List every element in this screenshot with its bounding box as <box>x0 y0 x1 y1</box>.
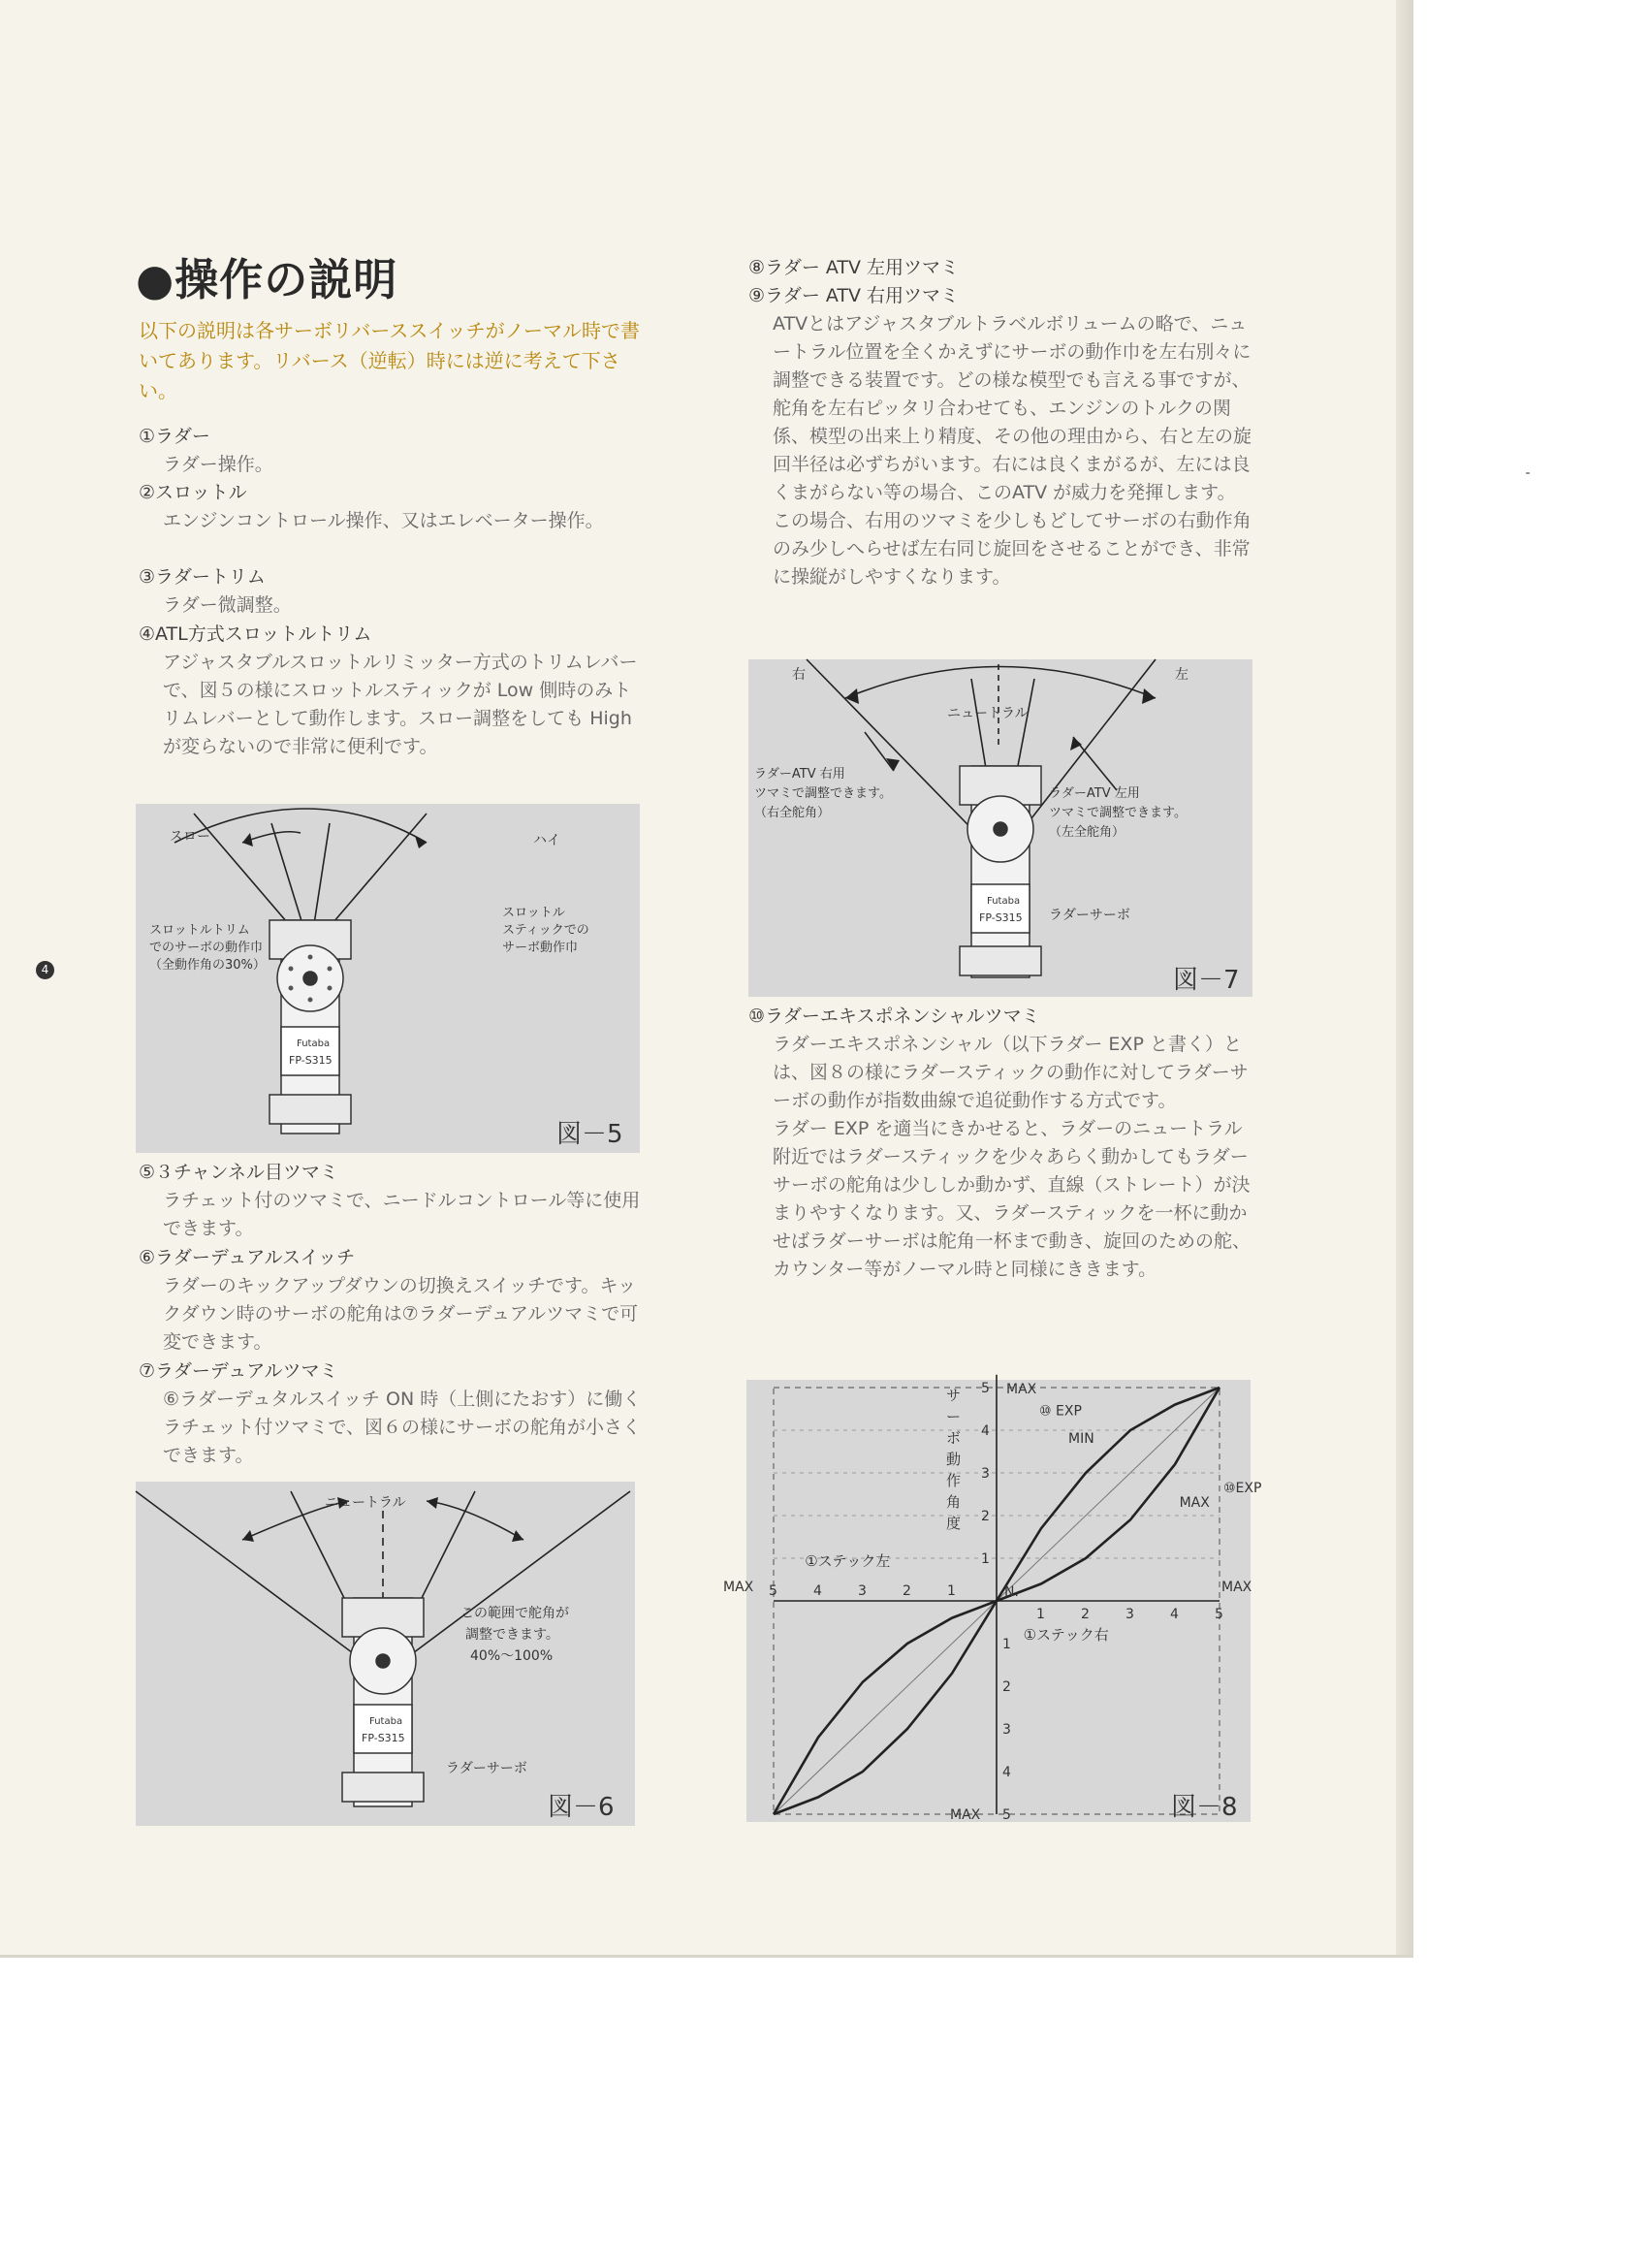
y-tick-down: 5 <box>1002 1807 1011 1823</box>
fig6-servo-label: ラダーサーボ <box>446 1761 527 1776</box>
item-rudder-exp <box>748 1003 1252 1284</box>
y-axis-label-char: 作 <box>946 1472 962 1490</box>
y-tick-down: 4 <box>1002 1765 1011 1780</box>
x-tick-right: 1 <box>1036 1607 1045 1622</box>
fig7-left-note-2: ツマミで調整できます。 <box>1049 806 1187 820</box>
fig6-note-line-1: この範囲で舵角が <box>460 1606 569 1621</box>
y-tick-up: 1 <box>981 1551 990 1567</box>
item-body: ATVとはアジャスタブルトラベルボリュームの略で、ニュートラル位置を全くかえずにサーボの動作巾を左右別々に調整できる装置です。どの様な模型でも言える事ですが、舵角を左右ピッタリ合わせても、エンジンのトルクの関係、模型の出来上り精度、その他の理由から、右と左の旋回半径は必ずちがいます。右には良くまがるが、左には良くまがらない等の場合、このATV が威力を発揮します。この場合、右用のツマミを少しもどしてサーボの右動作角のみ少しへらせば左右同じ旋回をさせることができ、非常に操縦がしやすくなります。 <box>773 313 1252 588</box>
item-rudder-trim <box>139 563 648 620</box>
page-number: 4 <box>36 961 54 979</box>
item-throttle <box>139 479 648 535</box>
item-title: ⑩ラダーエキスポネンシャルツマミ <box>748 1006 1040 1027</box>
exp-right-label: ⑩EXP <box>1223 1480 1262 1496</box>
fig7-label: 図－7 <box>1173 966 1240 995</box>
section-heading: ●操作の説明 <box>136 254 398 305</box>
item-body: エンジンコントロール操作、又はエレベーター操作。 <box>163 510 604 531</box>
x-max-left-label: MAX <box>723 1580 754 1595</box>
fig7-servo-label: ラダーサーボ <box>1049 908 1130 923</box>
item-atl-trim <box>139 621 648 761</box>
fig7-left-note-3: （左全舵角） <box>1049 825 1125 840</box>
figure-5 <box>136 804 640 1153</box>
fig5-stick-line-3: サーボ動作巾 <box>502 941 579 955</box>
y-tick-up: 2 <box>981 1509 990 1524</box>
stick-right-label: ①ステック右 <box>1023 1626 1109 1644</box>
y-tick-up: 5 <box>981 1381 990 1396</box>
fig6-note-line-2: 調整できます。 <box>465 1627 559 1643</box>
item-body: ラダー微調整。 <box>163 594 292 616</box>
fig5-stick-line-1: スロットル <box>502 906 565 920</box>
fig6-neutral-label: ニュートラル <box>325 1495 406 1511</box>
item-title: ③ラダートリム <box>139 566 266 588</box>
fig5-trim-line-1: スロットルトリム <box>149 923 250 938</box>
figure-8 <box>723 1380 1262 1823</box>
x-tick-right: 2 <box>1081 1607 1090 1622</box>
figure-6 <box>136 1482 635 1826</box>
item-body: ラダー操作。 <box>163 454 273 475</box>
fig5-high-label: ハイ <box>533 833 560 848</box>
min-label: MIN <box>1068 1431 1094 1448</box>
item-title: ④ATL方式スロットルトリム <box>139 623 372 645</box>
figure-7 <box>748 659 1252 997</box>
fig5-stick-line-2: スティックでの <box>502 923 589 938</box>
fig7-brand: Futaba <box>987 896 1021 907</box>
fig5-trim-line-3: （全動作角の30%） <box>149 958 266 973</box>
y-axis-label-char: 度 <box>946 1515 962 1533</box>
fig6-note-line-3: 40%～100% <box>470 1648 554 1664</box>
item-body: ラダーエキスポネンシャル（以下ラダー EXP と書く）とは、図８の様にラダースティックの動作に対してラダーサーボの動作が指数曲線で追従動作する方式です。 <box>773 1034 1249 1111</box>
item-title: ⑧ラダー ATV 左用ツマミ <box>748 257 960 278</box>
item-rudder-dual-switch <box>139 1244 648 1357</box>
item-body: ⑥ラダーデュタルスイッチ ON 時（上側にたおす）に働くラチェット付ツマミで、図６の様にサーボの舵角が小さくできます。 <box>163 1389 642 1466</box>
item-title: ②スロットル <box>139 482 247 503</box>
y-axis-label-char: ー <box>946 1408 962 1426</box>
item-title: ⑥ラダーデュアルスイッチ <box>139 1247 356 1268</box>
y-axis-label-char: 動 <box>946 1451 962 1469</box>
item-title: ⑨ラダー ATV 右用ツマミ <box>748 285 960 306</box>
exp-curve-max-label: MAX <box>1179 1495 1210 1512</box>
item-3rd-channel <box>139 1159 648 1243</box>
intro-text: 以下の説明は各サーボリバーススイッチがノーマル時で書いてあります。リバース（逆転）時には逆に考えて下さい。 <box>139 319 640 402</box>
item-title: ①ラダー <box>139 426 210 447</box>
y-max-top-label: MAX <box>1006 1382 1037 1397</box>
y-axis-label-char: 角 <box>946 1493 962 1512</box>
y-tick-down: 1 <box>1002 1637 1011 1652</box>
page-bottom-edge <box>0 1955 1413 1958</box>
y-max-bottom-label: MAX <box>950 1807 981 1823</box>
item-body: ラダーのキックアップダウンの切換えスイッチです。キックダウン時のサーボの舵角は⑦ラダーデュアルツマミで可変できます。 <box>163 1275 639 1353</box>
fig7-right-note-3: （右全舵角） <box>754 806 831 820</box>
fig7-right-label: 右 <box>792 667 806 683</box>
stick-left-label: ①ステック左 <box>805 1552 891 1570</box>
fig5-label: 図－5 <box>556 1120 623 1149</box>
y-tick-up: 4 <box>981 1423 990 1439</box>
fig6-label: 図－6 <box>548 1793 615 1822</box>
item-title: ⑤３チャンネル目ツマミ <box>139 1162 338 1183</box>
fig5-brand: Futaba <box>297 1038 331 1049</box>
x-max-right-label: MAX <box>1221 1580 1252 1595</box>
fig5-trim-line-2: でのサーボの動作巾 <box>149 941 264 955</box>
fig7-right-note-1: ラダーATV 右用 <box>754 767 845 782</box>
fig5-slow-label: スロー <box>170 829 210 845</box>
x-tick-left: 3 <box>858 1583 867 1599</box>
page-edge <box>1396 0 1413 1957</box>
x-tick-right: 3 <box>1125 1607 1134 1622</box>
fig7-left-label: 左 <box>1175 667 1188 683</box>
item-title: ⑦ラダーデュアルツマミ <box>139 1360 338 1382</box>
fig6-model: FP-S315 <box>362 1732 405 1744</box>
x-tick-right: 5 <box>1215 1607 1223 1622</box>
x-tick-right: 4 <box>1170 1607 1179 1622</box>
item-atv-left <box>748 254 1252 282</box>
item-atv-right <box>748 282 1252 591</box>
item-rudder <box>139 423 648 479</box>
y-tick-up: 3 <box>981 1466 990 1482</box>
y-axis-label-char: サ <box>946 1387 962 1405</box>
x-tick-left: 1 <box>947 1583 956 1599</box>
item-body: ラチェット付のツマミで、ニードルコントロール等に使用できます。 <box>163 1190 641 1239</box>
item-rudder-dual-knob <box>139 1358 648 1470</box>
y-tick-down: 3 <box>1002 1722 1011 1738</box>
x-tick-left: 5 <box>769 1583 777 1599</box>
x-tick-left: 2 <box>903 1583 911 1599</box>
exp-top-label: ⑩ EXP <box>1039 1403 1082 1420</box>
item-body: アジャスタブルスロットルリミッター方式のトリムレバーで、図５の様にスロットルスティックが Low 側時のみトリムレバーとして動作します。スロー調整をしても High が変らないので非常に便利です。 <box>163 652 638 757</box>
item-body-2: ラダー EXP を適当にきかせると、ラダーのニュートラル附近ではラダースティックを少々あらく動かしてもラダーサーボの舵角は少ししか動かず、直線（ストレート）が決まりやすくなります。又、ラダースティックを一杯に動かせばラダーサーボは舵角一杯まで動き、旋回のための舵、カウンター等がノーマル時と同様にききます。 <box>773 1118 1252 1280</box>
fig5-model: FP-S315 <box>289 1054 333 1067</box>
y-axis-label-char: ボ <box>946 1429 962 1448</box>
exp-chart <box>723 1380 1262 1823</box>
scan-mark <box>1526 472 1530 474</box>
origin-label: N. <box>1004 1584 1019 1600</box>
fig8-label: 図－8 <box>1171 1793 1238 1822</box>
fig7-left-note-1: ラダーATV 左用 <box>1049 786 1140 801</box>
y-tick-down: 2 <box>1002 1679 1011 1695</box>
fig7-model: FP-S315 <box>979 911 1023 924</box>
x-tick-left: 4 <box>813 1583 822 1599</box>
fig6-brand: Futaba <box>369 1716 403 1727</box>
fig7-neutral-label: ニュートラル <box>947 706 1029 721</box>
fig7-right-note-2: ツマミで調整できます。 <box>754 786 892 801</box>
